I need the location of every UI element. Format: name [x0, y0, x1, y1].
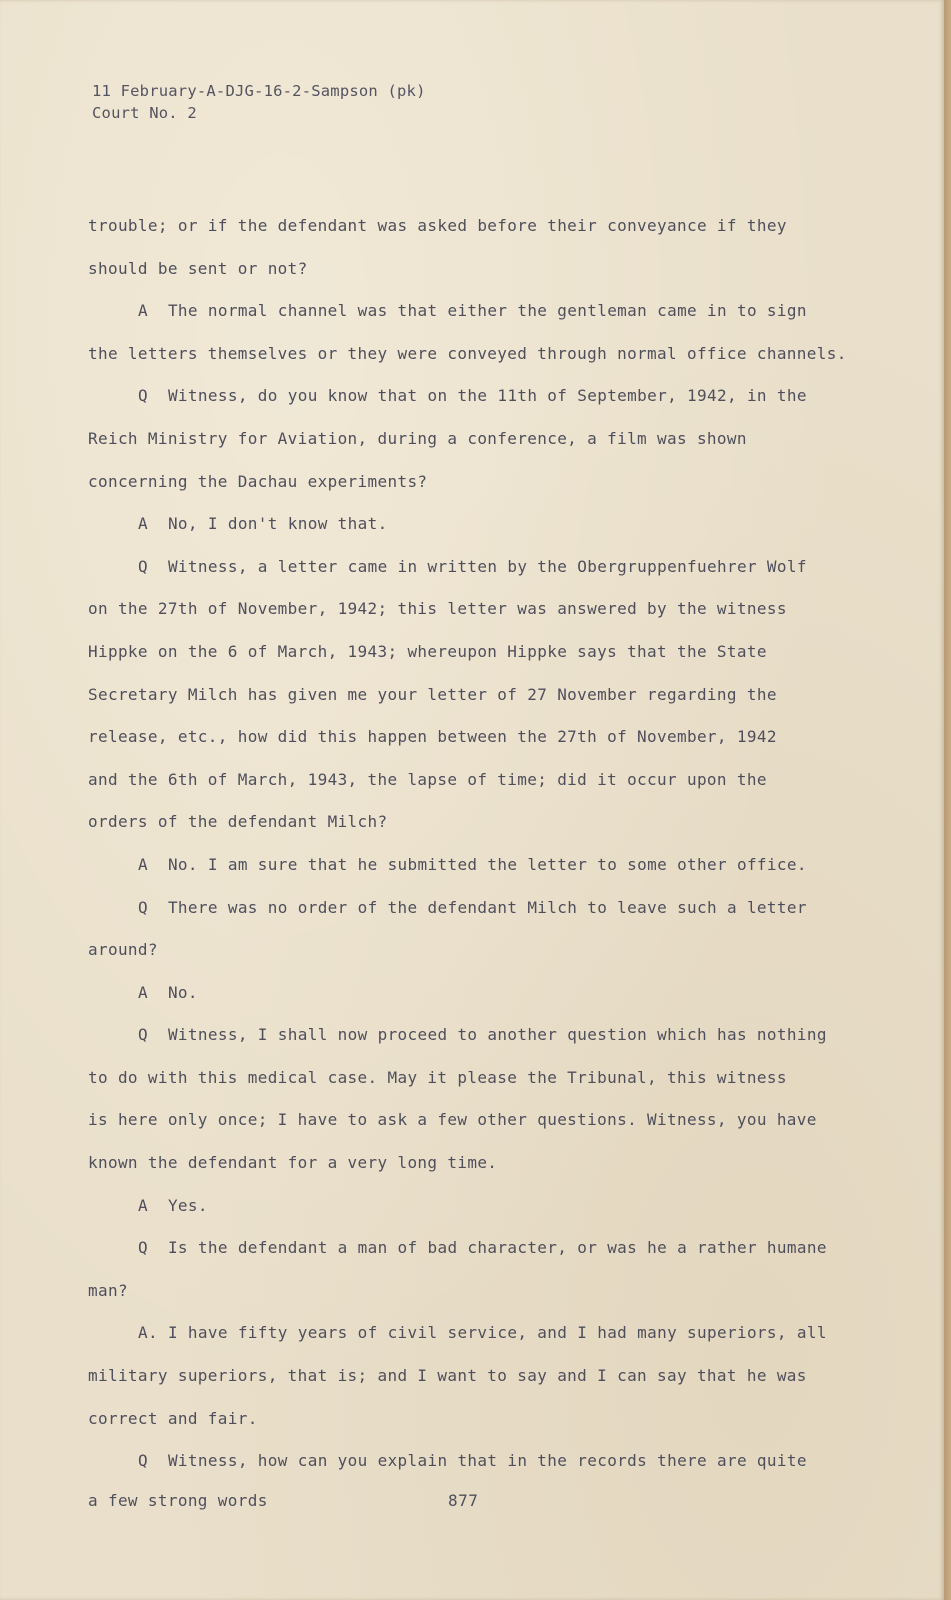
- transcript-line: around?: [88, 940, 158, 960]
- transcript-line: A No.: [138, 982, 198, 1002]
- transcript-line: military superiors, that is; and I want to say and I can say that he was: [88, 1366, 807, 1386]
- header-court: Court No. 2: [92, 104, 197, 122]
- transcript-line: Q Witness, do you know that on the 11th of September, 1942, in the: [138, 386, 807, 406]
- page-header: [92, 80, 426, 124]
- transcript-line: man?: [88, 1280, 128, 1300]
- transcript-line: Hippke on the 6 of March, 1943; whereupon Hippke says that the State: [88, 641, 767, 661]
- transcript-line: known the defendant for a very long time.: [88, 1153, 498, 1173]
- transcript-line: to do with this medical case. May it please the Tribunal, this witness: [88, 1067, 787, 1087]
- transcript-line: correct and fair.: [88, 1408, 258, 1428]
- transcript-body: [88, 205, 878, 1483]
- page-number: 877: [448, 1491, 479, 1510]
- transcript-line: is here only once; I have to ask a few other questions. Witness, you have: [88, 1110, 817, 1130]
- transcript-line: A. I have fifty years of civil service, and I had many superiors, all: [138, 1323, 827, 1343]
- transcript-line: Q Is the defendant a man of bad character, or was he a rather humane: [138, 1238, 827, 1258]
- transcript-line: Q Witness, I shall now proceed to another question which has nothing: [138, 1025, 827, 1045]
- transcript-line: orders of the defendant Milch?: [88, 812, 388, 832]
- transcript-line: trouble; or if the defendant was asked before their conveyance if they: [88, 216, 787, 235]
- transcript-line: Secretary Milch has given me your letter of 27 November regarding the: [88, 684, 777, 704]
- transcript-line: A No. I am sure that he submitted the letter to some other office.: [138, 854, 807, 874]
- transcript-line: should be sent or not?: [88, 258, 308, 278]
- header-reference: 11 February-A-DJG-16-2-Sampson (pk): [92, 82, 426, 100]
- transcript-line: Q There was no order of the defendant Milch to leave such a letter: [138, 897, 807, 917]
- transcript-line: Q Witness, a letter came in written by the Obergruppenfuehrer Wolf: [138, 556, 807, 576]
- transcript-line: on the 27th of November, 1942; this letter was answered by the witness: [88, 599, 787, 619]
- transcript-line: A No, I don't know that.: [138, 514, 388, 534]
- transcript-line: A The normal channel was that either the gentleman came in to sign: [138, 301, 807, 321]
- continuation-text: a few strong words: [88, 1491, 268, 1510]
- transcript-line: and the 6th of March, 1943, the lapse of time; did it occur upon the: [88, 769, 767, 789]
- transcript-line: Q Witness, how can you explain that in the records there are quite: [138, 1451, 807, 1471]
- transcript-line: Reich Ministry for Aviation, during a conference, a film was shown: [88, 428, 747, 448]
- transcript-line: concerning the Dachau experiments?: [88, 471, 428, 491]
- transcript-line: the letters themselves or they were conveyed through normal office channels.: [88, 343, 847, 363]
- page-edge: [944, 0, 951, 1600]
- transcript-line: A Yes.: [138, 1195, 208, 1215]
- transcript-line: release, etc., how did this happen between the 27th of November, 1942: [88, 727, 777, 747]
